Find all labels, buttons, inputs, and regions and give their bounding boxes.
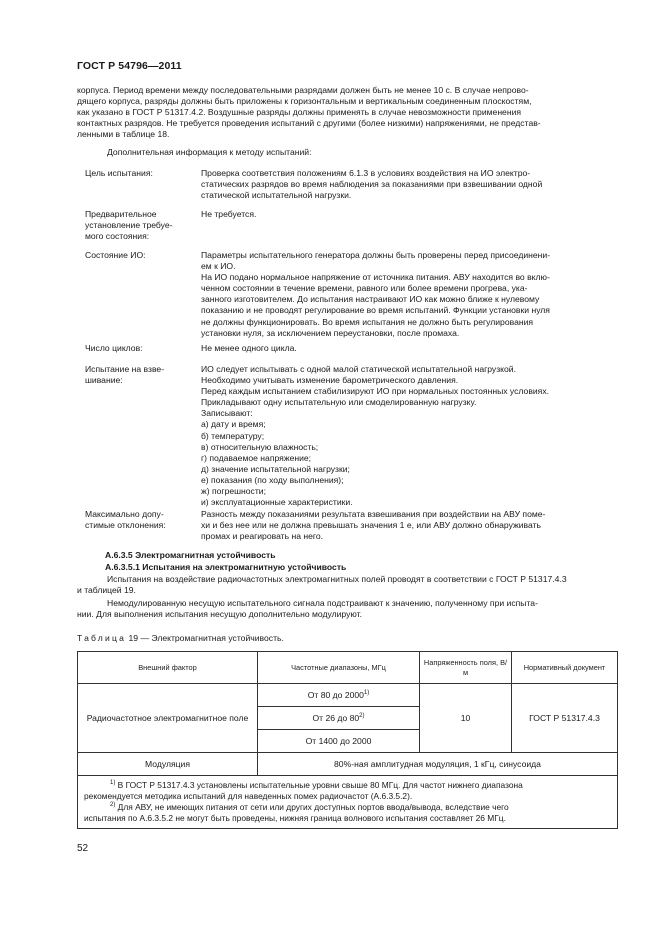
value-line: ИО следует испытывать с одной малой статической испытательной нагрузкой. — [201, 364, 516, 374]
section-paragraph-1 — [77, 574, 616, 596]
paragraph-line: Испытания на воздействие радиочастотных электромагнитных полей проводят в соответствии с ГОСТ Р 51317.4.3 — [107, 574, 567, 584]
state-label — [85, 250, 195, 261]
extra-info-heading: Дополнительная информация к методу испытаний: — [107, 147, 312, 157]
value-line: ченном состоянии в течение времени, равного или более времени прогрева, ука- — [201, 283, 528, 294]
page-header-title: ГОСТ Р 54796—2011 — [77, 60, 182, 72]
table-header-row — [78, 652, 618, 684]
modulation-label-cell: Модуляция — [78, 753, 258, 776]
weighing-label — [85, 364, 195, 386]
footnote-mark: 2) — [110, 802, 116, 808]
intro-line: ленными в таблице 18. — [77, 129, 170, 140]
footnote-mark: 1) — [363, 690, 370, 696]
value-line: Проверка соответствия положениям 6.1.3 в условиях воздействия на ИО электро- — [201, 168, 531, 178]
label-line: Число циклов: — [85, 343, 143, 353]
note-text: В ГОСТ Р 51317.4.3 установлены испытательные уровни свыше 80 МГц. Для частот нижнего диапазона — [115, 780, 523, 790]
deviation-label — [85, 509, 195, 531]
header-cell: Напряженность поля, В/м — [420, 652, 512, 684]
list-item: а) дату и время; — [201, 419, 266, 430]
value-line: Необходимо учитывать изменение барометрического давления. — [201, 375, 459, 386]
paragraph-line: и таблицей 19. — [77, 585, 136, 596]
header-cell: Нормативный документ — [512, 652, 618, 684]
value-line: Параметры испытательного генератора должны быть проверены перед присоединени- — [201, 250, 551, 260]
emc-table — [77, 651, 618, 829]
range-value: От 1400 до 2000 — [305, 736, 372, 746]
label-line: Цель испытания: — [85, 168, 153, 178]
list-item: б) температуру; — [201, 430, 265, 441]
label-line: установление требуе- — [85, 220, 173, 231]
table-row — [78, 684, 618, 707]
intro-line: дящего корпуса, разряды должны быть приложены к горизонтальным и вертикальным соединенным плоскостям, — [77, 96, 532, 107]
note-text: Для АВУ, не имеющих питания от сети или других доступных портов ввода/вывода, вследствие чего — [115, 802, 509, 812]
list-item: ж) погрешности; — [201, 486, 266, 497]
precondition-value — [201, 209, 615, 220]
value-line: На ИО подано нормальное напряжение от источника питания. АВУ находится во вклю- — [201, 272, 550, 283]
caption-word: Таблица — [77, 633, 127, 643]
deviation-value — [201, 509, 615, 542]
range-cell — [258, 730, 420, 753]
value-line: занного изготовителем. До испытания настраивают ИО как можно ближе к нулевому — [201, 294, 540, 305]
list-item: и) эксплуатационные характеристики. — [201, 497, 353, 508]
header-cell: Внешний фактор — [78, 652, 258, 684]
notes-row — [78, 776, 618, 829]
factor-cell: Радиочастотное электромагнитное поле — [78, 684, 258, 753]
value-line: не должны функционировать. Во время испытания не должно быть регулирования — [201, 316, 534, 327]
value-line: ем к ИО. — [201, 261, 236, 272]
paragraph-line: Немодулированную несущую испытательного сигнала подстраивают к значению, полученному при испыта- — [107, 598, 538, 608]
cycles-label — [85, 343, 195, 354]
value-line: Прикладывают одну испытательную или смоделированную нагрузку. — [201, 397, 477, 408]
table-notes — [78, 776, 618, 829]
list-item: е) показания (по ходу выполнения); — [201, 474, 344, 485]
note-line: испытания по А.6.3.5.2 не могут быть проведены, нижняя граница волнового испытания составляет 26 МГц. — [84, 813, 506, 823]
document-cell: ГОСТ Р 51317.4.3 — [512, 684, 618, 753]
range-cell — [258, 707, 420, 730]
paragraph-line: нии. Для выполнения испытания несущую дополнительно модулируют. — [77, 609, 363, 620]
caption-text: 19 — Электромагнитная устойчивость. — [126, 633, 284, 643]
intro-line: корпуса. Период времени между последовательными разрядами должен быть не менее 10 с. В случае непрово- — [77, 85, 529, 95]
value-line: промах и реагировать на него. — [201, 531, 324, 542]
value-line: показанию и не проводят регулирование во время испытаний. Функции установки нуля — [201, 305, 550, 316]
range-cell — [258, 684, 420, 707]
note-line — [84, 802, 611, 813]
value-line: статических разрядов во время наблюдения за показаниями при взвешивании одной — [201, 179, 543, 190]
value-line: Записывают: — [201, 408, 253, 419]
strength-cell: 10 — [420, 684, 512, 753]
range-value: От 80 до 2000 — [307, 690, 364, 700]
intro-line: как указано в ГОСТ Р 51317.4.2. Воздушные разряды должны применять в случае невозможности применения — [77, 107, 522, 118]
value-line: статической испытательной нагрузки. — [201, 190, 352, 201]
list-item: в) относительную влажность; — [201, 441, 319, 452]
list-item: г) подаваемое напряжение; — [201, 452, 312, 463]
value-line: Разность между показаниями результата взвешивания при воздействии на АВУ поме- — [201, 509, 546, 519]
value-line: хи и без нее или не должна превышать значения 1 e, или АВУ должно обнаруживать — [201, 520, 542, 531]
label-line: Состояние ИО: — [85, 250, 146, 260]
list-item: д) значение испытательной нагрузки; — [201, 463, 350, 474]
state-value — [201, 250, 615, 339]
value-line: установки нуля, за исключением переустановки, после промаха. — [201, 327, 460, 338]
label-line: мого состояния: — [85, 231, 150, 242]
label-line: стимые отклонения: — [85, 520, 166, 531]
modulation-value-cell: 80%-ная амплитудная модуляция, 1 кГц, синусоида — [258, 753, 618, 776]
footnote-mark: 2) — [359, 713, 365, 719]
intro-line: контактных разрядов. Не требуется проведения испытаний с другими (более низкими) напряжениями, не представ- — [77, 118, 541, 129]
header-cell: Частотные диапазоны, МГц — [258, 652, 420, 684]
modulation-row — [78, 753, 618, 776]
purpose-value — [201, 168, 615, 201]
label-line: Максимально допу- — [85, 509, 164, 519]
label-line: Испытание на взве- — [85, 364, 165, 374]
purpose-label — [85, 168, 195, 179]
note-line: рекомендуется методика испытаний для наведенных помех радиочастот (А.6.3.5.2). — [84, 791, 413, 801]
precondition-label — [85, 209, 195, 242]
weighing-value — [201, 364, 615, 508]
subsection-title: А.6.3.5.1 Испытания на электромагнитную устойчивость — [105, 562, 347, 572]
value-line: Не менее одного цикла. — [201, 343, 297, 353]
value-line: Не требуется. — [201, 209, 257, 219]
section-title: А.6.3.5 Электромагнитная устойчивость — [105, 550, 276, 560]
range-value: От 26 до 80 — [312, 713, 360, 723]
label-line: Предварительное — [85, 209, 157, 219]
intro-paragraph — [77, 85, 616, 140]
cycles-value — [201, 343, 615, 354]
footnote-mark: 1) — [110, 780, 116, 786]
note-line — [84, 780, 611, 791]
section-paragraph-2 — [77, 598, 616, 620]
table-caption — [77, 633, 284, 643]
value-line: Перед каждым испытанием стабилизируют ИО при нормальных постоянных условиях. — [201, 386, 550, 397]
label-line: шивание: — [85, 375, 123, 386]
page-number: 52 — [77, 843, 89, 854]
